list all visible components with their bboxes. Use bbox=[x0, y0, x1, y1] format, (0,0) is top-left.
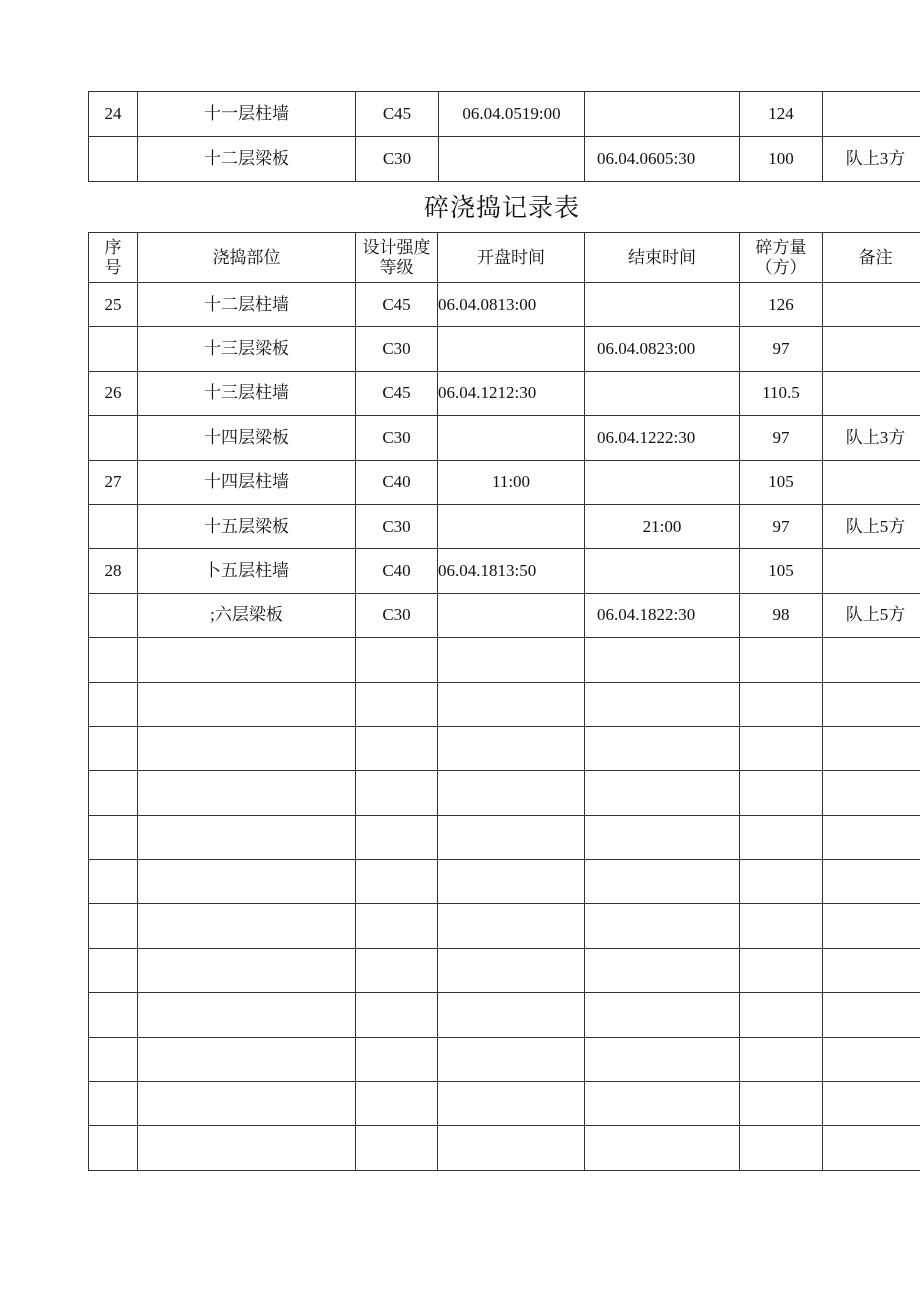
cell-location bbox=[138, 682, 356, 726]
cell-end-time bbox=[585, 682, 740, 726]
cell-seq bbox=[89, 416, 138, 460]
cell-remark bbox=[823, 549, 920, 593]
cell-end-time bbox=[585, 904, 740, 948]
cell-start-time bbox=[438, 904, 585, 948]
cell-volume bbox=[740, 993, 823, 1037]
cell-volume: 98 bbox=[740, 593, 823, 637]
cell-volume: 124 bbox=[740, 92, 823, 137]
cell-seq: 24 bbox=[89, 92, 138, 137]
cell-grade: C30 bbox=[356, 137, 439, 182]
cell-remark bbox=[823, 726, 920, 770]
cell-end-time bbox=[585, 771, 740, 815]
cell-seq: 26 bbox=[89, 371, 138, 415]
cell-location bbox=[138, 1126, 356, 1170]
cell-start-time bbox=[438, 416, 585, 460]
cell-grade: C40 bbox=[356, 460, 438, 504]
cell-seq bbox=[89, 504, 138, 548]
cell-seq bbox=[89, 771, 138, 815]
cell-location: 十二层柱墙 bbox=[138, 283, 356, 327]
cell-grade bbox=[356, 815, 438, 859]
cell-location: 卜五层柱墙 bbox=[138, 549, 356, 593]
cell-start-time bbox=[438, 638, 585, 682]
cell-start-time bbox=[438, 726, 585, 770]
cell-volume: 97 bbox=[740, 327, 823, 371]
table-row bbox=[89, 460, 920, 504]
cell-remark: 队上3方 bbox=[823, 137, 920, 182]
cell-grade bbox=[356, 771, 438, 815]
empty-table-row bbox=[89, 815, 920, 859]
cell-grade bbox=[356, 682, 438, 726]
cell-seq: 28 bbox=[89, 549, 138, 593]
cell-grade bbox=[356, 638, 438, 682]
page-title: 碎浇捣记录表 bbox=[423, 195, 580, 222]
cell-end-time bbox=[585, 638, 740, 682]
pour-record-table bbox=[88, 232, 920, 1171]
cell-volume: 100 bbox=[740, 137, 823, 182]
table-row bbox=[89, 549, 920, 593]
cell-seq: 25 bbox=[89, 283, 138, 327]
cell-remark bbox=[823, 638, 920, 682]
cell-grade: C30 bbox=[356, 327, 438, 371]
cell-volume bbox=[740, 904, 823, 948]
cell-remark bbox=[823, 1126, 920, 1170]
empty-table-row bbox=[89, 726, 920, 770]
cell-volume bbox=[740, 1126, 823, 1170]
cell-remark: 队上3方 bbox=[823, 416, 920, 460]
cell-remark bbox=[823, 371, 920, 415]
cell-end-time bbox=[585, 815, 740, 859]
cell-location: 十三层柱墙 bbox=[138, 371, 356, 415]
cell-end-time: 06.04.1222:30 bbox=[585, 416, 740, 460]
cell-volume bbox=[740, 860, 823, 904]
cell-end-time bbox=[585, 1082, 740, 1126]
cell-volume bbox=[740, 726, 823, 770]
cell-volume: 97 bbox=[740, 504, 823, 548]
cell-start-time bbox=[438, 860, 585, 904]
table-row bbox=[89, 504, 920, 548]
empty-table-row bbox=[89, 682, 920, 726]
cell-end-time bbox=[585, 549, 740, 593]
cell-remark bbox=[823, 327, 920, 371]
cell-location: 十五层梁板 bbox=[138, 504, 356, 548]
cell-location bbox=[138, 1082, 356, 1126]
cell-volume bbox=[740, 638, 823, 682]
cell-location: 十三层梁板 bbox=[138, 327, 356, 371]
empty-table-row bbox=[89, 860, 920, 904]
cell-start-time: 06.04.0519:00 bbox=[439, 92, 585, 137]
cell-seq: 序 号 bbox=[89, 233, 138, 283]
cell-grade: C45 bbox=[356, 371, 438, 415]
cell-location: 十四层梁板 bbox=[138, 416, 356, 460]
empty-table-row bbox=[89, 904, 920, 948]
cell-location bbox=[138, 726, 356, 770]
empty-table-row bbox=[89, 1037, 920, 1081]
table-row bbox=[89, 92, 920, 137]
cell-remark bbox=[823, 904, 920, 948]
cell-end-time: 结束时间 bbox=[585, 233, 740, 283]
cell-grade bbox=[356, 904, 438, 948]
cell-seq bbox=[89, 137, 138, 182]
table-header-row bbox=[89, 233, 920, 283]
cell-start-time: 06.04.0813:00 bbox=[438, 283, 585, 327]
cell-grade: C30 bbox=[356, 416, 438, 460]
cell-end-time bbox=[585, 726, 740, 770]
cell-seq bbox=[89, 327, 138, 371]
cell-start-time: 开盘时间 bbox=[438, 233, 585, 283]
cell-grade bbox=[356, 1082, 438, 1126]
cell-start-time: 11:00 bbox=[438, 460, 585, 504]
cell-remark bbox=[823, 948, 920, 992]
cell-remark bbox=[823, 92, 920, 137]
cell-remark bbox=[823, 682, 920, 726]
cell-grade bbox=[356, 1037, 438, 1081]
cell-start-time bbox=[438, 948, 585, 992]
cell-start-time bbox=[438, 815, 585, 859]
cell-volume: 105 bbox=[740, 549, 823, 593]
cell-location bbox=[138, 948, 356, 992]
empty-table-row bbox=[89, 993, 920, 1037]
cell-seq bbox=[89, 860, 138, 904]
cell-remark bbox=[823, 815, 920, 859]
empty-table-row bbox=[89, 771, 920, 815]
cell-start-time bbox=[438, 1126, 585, 1170]
cell-start-time bbox=[438, 771, 585, 815]
cell-start-time bbox=[438, 1082, 585, 1126]
cell-location bbox=[138, 993, 356, 1037]
cell-grade bbox=[356, 726, 438, 770]
cell-seq: 27 bbox=[89, 460, 138, 504]
cell-end-time bbox=[585, 371, 740, 415]
cell-start-time bbox=[438, 327, 585, 371]
cell-seq bbox=[89, 904, 138, 948]
cell-seq bbox=[89, 948, 138, 992]
cell-volume bbox=[740, 771, 823, 815]
cell-location: 浇捣部位 bbox=[138, 233, 356, 283]
cell-start-time: 06.04.1813:50 bbox=[438, 549, 585, 593]
cell-seq bbox=[89, 638, 138, 682]
cell-remark: 队上5方 bbox=[823, 593, 920, 637]
cell-grade bbox=[356, 860, 438, 904]
cell-start-time bbox=[438, 1037, 585, 1081]
cell-location: ;六层梁板 bbox=[138, 593, 356, 637]
cell-remark bbox=[823, 860, 920, 904]
cell-grade bbox=[356, 1126, 438, 1170]
cell-remark bbox=[823, 460, 920, 504]
cell-volume: 97 bbox=[740, 416, 823, 460]
cell-grade: C30 bbox=[356, 593, 438, 637]
cell-seq bbox=[89, 1126, 138, 1170]
table-row bbox=[89, 371, 920, 415]
cell-seq bbox=[89, 815, 138, 859]
cell-end-time: 06.04.1822:30 bbox=[585, 593, 740, 637]
cell-location bbox=[138, 638, 356, 682]
cell-grade bbox=[356, 993, 438, 1037]
cell-end-time bbox=[585, 993, 740, 1037]
table-row bbox=[89, 416, 920, 460]
cell-grade: C40 bbox=[356, 549, 438, 593]
table-row bbox=[89, 283, 920, 327]
cell-volume bbox=[740, 682, 823, 726]
empty-table-row bbox=[89, 638, 920, 682]
cell-location: 十四层柱墙 bbox=[138, 460, 356, 504]
cell-location bbox=[138, 771, 356, 815]
cell-volume bbox=[740, 815, 823, 859]
cell-location bbox=[138, 815, 356, 859]
previous-page-table bbox=[88, 91, 920, 182]
cell-location bbox=[138, 1037, 356, 1081]
cell-remark bbox=[823, 283, 920, 327]
cell-end-time: 06.04.0605:30 bbox=[585, 137, 740, 182]
cell-start-time bbox=[438, 504, 585, 548]
cell-end-time bbox=[585, 460, 740, 504]
cell-seq bbox=[89, 682, 138, 726]
cell-volume: 110.5 bbox=[740, 371, 823, 415]
cell-volume bbox=[740, 1037, 823, 1081]
cell-end-time: 06.04.0823:00 bbox=[585, 327, 740, 371]
table-row bbox=[89, 593, 920, 637]
cell-remark bbox=[823, 1037, 920, 1081]
table-row bbox=[89, 137, 920, 182]
cell-start-time bbox=[438, 993, 585, 1037]
cell-location bbox=[138, 860, 356, 904]
cell-volume: 126 bbox=[740, 283, 823, 327]
cell-seq bbox=[89, 993, 138, 1037]
empty-table-row bbox=[89, 948, 920, 992]
cell-location: 十一层柱墙 bbox=[138, 92, 356, 137]
cell-grade: 设计强度 等级 bbox=[356, 233, 438, 283]
cell-seq bbox=[89, 726, 138, 770]
cell-volume: 碎方量 （方） bbox=[740, 233, 823, 283]
cell-seq bbox=[89, 593, 138, 637]
cell-end-time bbox=[585, 1037, 740, 1081]
cell-end-time bbox=[585, 1126, 740, 1170]
cell-end-time: 21:00 bbox=[585, 504, 740, 548]
cell-seq bbox=[89, 1082, 138, 1126]
cell-seq bbox=[89, 1037, 138, 1081]
cell-grade: C45 bbox=[356, 92, 439, 137]
cell-grade: C30 bbox=[356, 504, 438, 548]
cell-volume: 105 bbox=[740, 460, 823, 504]
cell-end-time bbox=[585, 948, 740, 992]
cell-remark bbox=[823, 1082, 920, 1126]
cell-remark: 队上5方 bbox=[823, 504, 920, 548]
cell-start-time bbox=[439, 137, 585, 182]
empty-table-row bbox=[89, 1082, 920, 1126]
cell-grade bbox=[356, 948, 438, 992]
cell-start-time bbox=[438, 682, 585, 726]
cell-remark bbox=[823, 771, 920, 815]
cell-end-time bbox=[585, 860, 740, 904]
cell-start-time bbox=[438, 593, 585, 637]
cell-end-time bbox=[585, 92, 740, 137]
cell-grade: C45 bbox=[356, 283, 438, 327]
cell-volume bbox=[740, 1082, 823, 1126]
table-row bbox=[89, 327, 920, 371]
cell-volume bbox=[740, 948, 823, 992]
cell-remark bbox=[823, 993, 920, 1037]
cell-start-time: 06.04.1212:30 bbox=[438, 371, 585, 415]
cell-location: 十二层梁板 bbox=[138, 137, 356, 182]
cell-remark: 备注 bbox=[823, 233, 920, 283]
cell-end-time bbox=[585, 283, 740, 327]
cell-location bbox=[138, 904, 356, 948]
empty-table-row bbox=[89, 1126, 920, 1170]
